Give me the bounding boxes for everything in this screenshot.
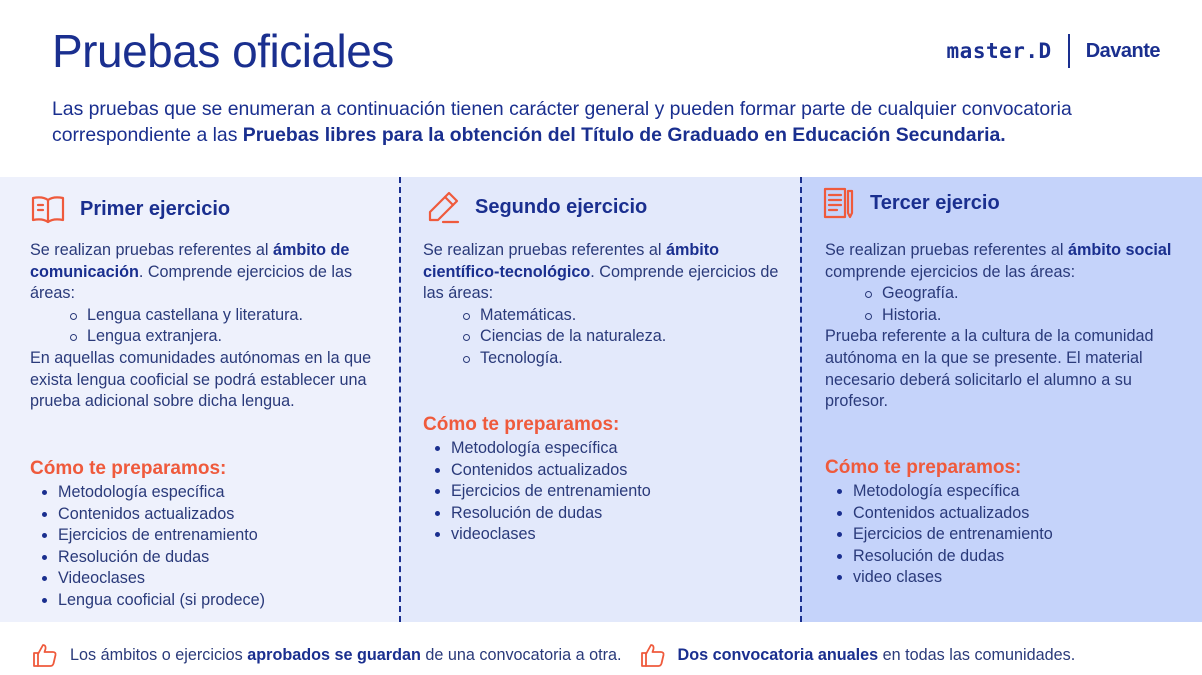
- column-header: [30, 191, 230, 227]
- areas-list: [423, 305, 783, 370]
- document-icon: [820, 185, 856, 221]
- column-note: Prueba referente a la cultura de la comunidad autónoma en la que se presente. El material necesario deberá solicitarlo el alumno a su profesor.: [825, 327, 1154, 411]
- list-item: Tecnología.: [463, 348, 783, 370]
- intro-paragraph: [52, 96, 1172, 148]
- column-intro: [825, 240, 1187, 283]
- footer-bold: Dos convocatoria anuales: [677, 645, 879, 664]
- prep-section: [825, 457, 1053, 589]
- footer-bold: aprobados se guardan: [247, 645, 421, 664]
- logo-davante: Davante: [1085, 39, 1160, 62]
- logo-divider: [1068, 34, 1070, 68]
- list-item: Historia.: [865, 305, 1187, 327]
- column-body: [423, 240, 783, 370]
- list-item: Contenidos actualizados: [835, 503, 1053, 525]
- prep-title: Cómo te preparamos:: [423, 414, 620, 435]
- page-title: Pruebas oficiales: [52, 25, 394, 77]
- areas-list: [30, 305, 382, 348]
- thumbs-up-icon: [640, 642, 666, 668]
- column-tercer-ejercicio: [800, 177, 1202, 622]
- list-item: Matemáticas.: [463, 305, 783, 327]
- intro-bold: Pruebas libres para la obtención del Título de Graduado en Educación Secundaria.: [242, 124, 1006, 146]
- column-segundo-ejercicio: [399, 177, 800, 622]
- list-item: Metodología específica: [40, 482, 265, 504]
- intro-text: . Comprende ejercicios de las áreas:: [423, 262, 779, 303]
- list-item: Lengua castellana y literatura.: [70, 305, 382, 327]
- list-item: Lengua cooficial (si prodece): [40, 590, 265, 612]
- column-title: Segundo ejercicio: [475, 195, 648, 218]
- prep-list: [30, 482, 265, 612]
- list-item: Ciencias de la naturaleza.: [463, 326, 783, 348]
- footer-note-1: [32, 642, 622, 668]
- column-title: Primer ejercicio: [80, 197, 231, 220]
- column-title: Tercer ejercio: [870, 191, 1000, 214]
- list-item: Lengua extranjera.: [70, 326, 382, 348]
- list-item: Contenidos actualizados: [40, 504, 265, 526]
- prep-title: Cómo te preparamos:: [30, 458, 227, 479]
- prep-list: [423, 438, 651, 546]
- book-icon: [30, 191, 66, 227]
- column-body: [30, 240, 382, 413]
- column-intro: [423, 240, 783, 305]
- intro-text: Se realizan pruebas referentes al: [825, 241, 1068, 259]
- footer-note-2: [640, 642, 1076, 668]
- column-note: En aquellas comunidades autónomas en la que exista lengua cooficial se podrá establecer una prueba adicional sobre dicha lengua.: [30, 348, 372, 411]
- list-item: Metodología específica: [433, 438, 651, 460]
- list-item: Ejercicios de entrenamiento: [835, 524, 1053, 546]
- footer-text: de una convocatoria a otra.: [420, 645, 622, 664]
- intro-bold: ámbito social: [1067, 241, 1172, 259]
- column-primer-ejercicio: [0, 177, 399, 622]
- prep-list: [825, 481, 1053, 589]
- column-header: [425, 189, 647, 225]
- list-item: Resolución de dudas: [433, 503, 651, 525]
- list-item: Ejercicios de entrenamiento: [433, 481, 651, 503]
- prep-section: [423, 414, 651, 546]
- footer-notes: [32, 642, 1202, 668]
- list-item: videoclases: [433, 524, 651, 546]
- intro-bold: ámbito de comunicación: [30, 241, 350, 281]
- column-intro: [30, 240, 382, 305]
- intro-text: Se realizan pruebas referentes al: [30, 241, 273, 259]
- list-item: Videoclases: [40, 568, 265, 590]
- footer-text: en todas las comunidades.: [878, 645, 1076, 664]
- intro-text: Las pruebas que se enumeran a continuación tienen carácter general y pueden formar parte de cualquier convocatoria correspondiente a las: [52, 98, 1072, 146]
- prep-section: [30, 458, 265, 612]
- list-item: Contenidos actualizados: [433, 460, 651, 482]
- logo-masterd: master.D: [946, 39, 1052, 63]
- footer-text: Los ámbitos o ejercicios: [70, 645, 248, 664]
- intro-text: Se realizan pruebas referentes al: [423, 241, 666, 259]
- areas-list: [825, 283, 1187, 326]
- brand-logos: [947, 34, 1160, 68]
- list-item: Resolución de dudas: [40, 547, 265, 569]
- column-header: [820, 185, 1000, 221]
- list-item: Resolución de dudas: [835, 546, 1053, 568]
- intro-text: comprende ejercicios de las áreas:: [825, 262, 1076, 281]
- column-body: [825, 240, 1187, 413]
- intro-bold: ámbito científico-tecnológico: [423, 241, 720, 281]
- list-item: Ejercicios de entrenamiento: [40, 525, 265, 547]
- pencil-icon: [425, 189, 461, 225]
- intro-text: . Comprende ejercicios de las áreas:: [30, 262, 353, 303]
- list-item: Geografía.: [865, 283, 1187, 305]
- prep-title: Cómo te preparamos:: [825, 457, 1022, 478]
- list-item: video clases: [835, 567, 1053, 589]
- thumbs-up-icon: [32, 642, 58, 668]
- list-item: Metodología específica: [835, 481, 1053, 503]
